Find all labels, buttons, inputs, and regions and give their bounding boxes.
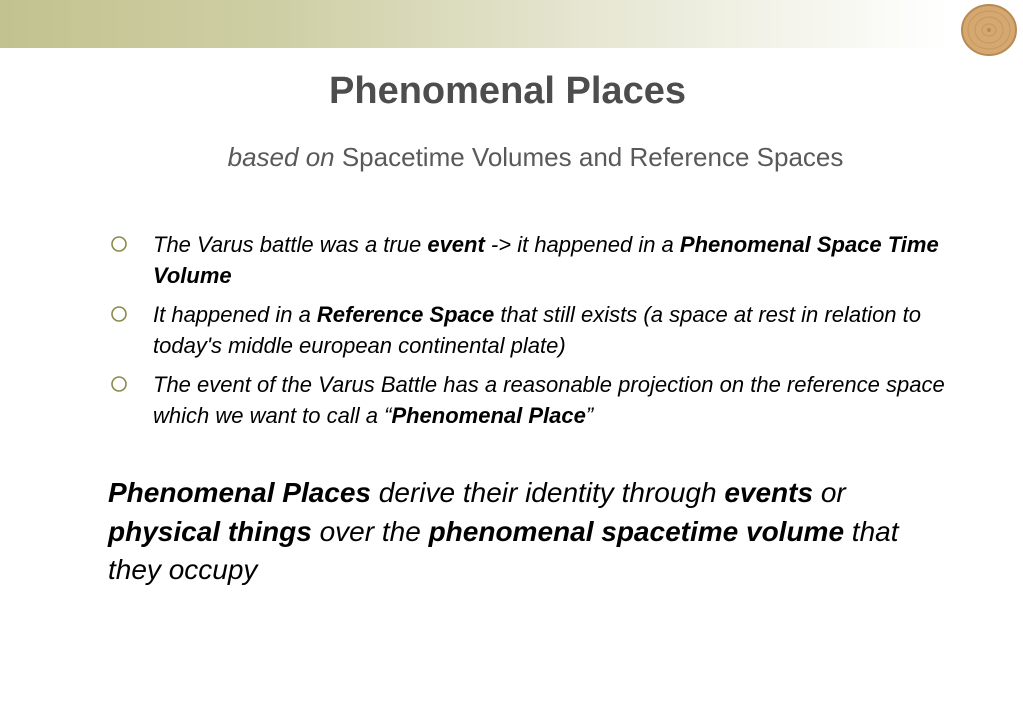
header-gradient-band [0,0,950,48]
bullet-list [108,229,958,439]
bullet-text: that still exists (a space at rest in relation to today's middle european continental plate) [153,302,921,358]
bullet-text: The Varus battle was a true [153,232,428,257]
circle-bullet-icon [109,374,129,394]
conclusion-text: derive their identity through [371,477,725,508]
conclusion-text: over the [311,515,429,547]
conclusion-text: that they occupy [108,515,899,585]
slide-subtitle [0,142,1023,173]
header-band-notch [160,48,950,51]
bullet-text: ” [585,403,594,428]
bullet-bold: event [427,232,485,257]
bullet-bold: Reference Space [316,302,495,327]
conclusion-text: or [813,477,846,508]
bullet-item [108,369,958,431]
slide-title: Phenomenal Places [329,70,686,112]
bullet-text: It happened in a [153,302,317,327]
bullet-text: -> it happened in a [484,232,680,257]
bullet-bold: Phenomenal Place [391,403,586,428]
conclusion-bold: Phenomenal Places [108,477,372,508]
tree-ring-logo-icon [960,3,1018,57]
subtitle-italic: based on [227,142,335,172]
bullet-text: The event of the Varus Battle has a reasonable projection on the reference space which we want to call a “ [153,372,945,428]
subtitle-text: Spacetime Volumes and Reference Spaces [341,142,844,172]
conclusion-paragraph [108,474,958,590]
bullet-bold: Phenomenal Space Time Volume [153,232,939,288]
conclusion-bold: physical things [108,515,312,547]
conclusion-bold: phenomenal spacetime volume [428,515,845,547]
bullet-item [108,229,958,291]
circle-bullet-icon [109,234,129,254]
bullet-item [108,299,958,361]
conclusion-bold: events [724,477,814,508]
logo [960,3,1018,57]
circle-bullet-icon [109,304,129,324]
